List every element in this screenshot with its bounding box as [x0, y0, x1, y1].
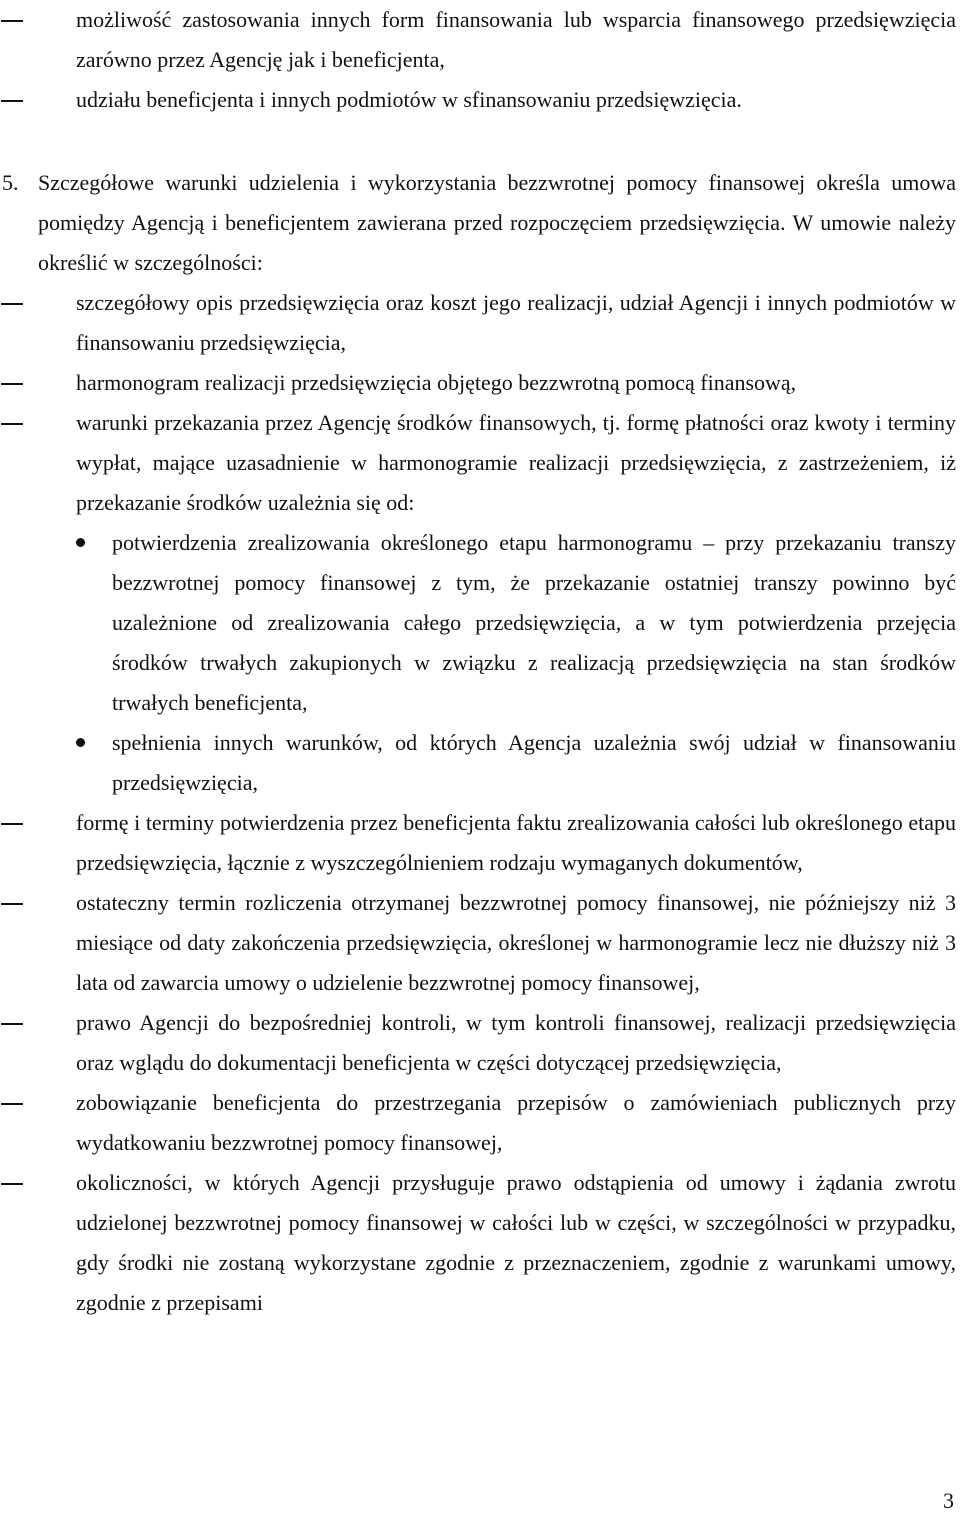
list-item-text: szczegółowy opis przedsięwzięcia oraz koszt jego realizacji, udział Agencji i innych podmiotów w finansowaniu przedsięwzięcia, — [76, 290, 956, 355]
list-item-text: ostateczny termin rozliczenia otrzymanej bezzwrotnej pomocy finansowej, nie późniejszy niż 3 miesiące od daty zakończenia przedsięwzięcia, określonej w harmonogramie lecz nie dłuższy niż 3 lata od zawarcia umowy o udzielenie bezzwrotnej pomocy finansowej, — [76, 890, 956, 995]
section-text: Szczegółowe warunki udzielenia i wykorzystania bezzwrotnej pomocy finansowej określa umowa pomiędzy Agencją i beneficjentem zawierana przed rozpoczęciem przedsięwzięcia. W umowie należy określić w szczególności: — [38, 170, 956, 275]
sub-list-item — [112, 523, 956, 723]
spacer — [0, 120, 960, 163]
page-number: 3 — [943, 1488, 954, 1513]
list-item — [76, 283, 956, 363]
list-item — [76, 1083, 956, 1163]
list-item-text: formę i terminy potwierdzenia przez beneficjenta faktu zrealizowania całości lub określonego etapu przedsięwzięcia, łącznie z wyszczególnieniem rodzaju wymaganych dokumentów, — [76, 810, 956, 875]
list-item-text: okoliczności, w których Agencji przysługuje prawo odstąpienia od umowy i żądania zwrotu udzielonej bezzwrotnej pomocy finansowej w całości lub w części, w szczególności w przypadku, gdy środki nie zostaną wykorzystane zgodnie z przeznaczeniem, zgodnie z warunkami umowy, zgodnie z przepisami — [76, 1170, 956, 1315]
sub-list-item-text: spełnienia innych warunków, od których Agencja uzależnia swój udział w finansowaniu przedsięwzięcia, — [112, 730, 956, 795]
section-number: 5. — [2, 170, 19, 195]
sub-list-item-text: potwierdzenia zrealizowania określonego etapu harmonogramu – przy przekazaniu transzy bezzwrotnej pomocy finansowej z tym, że przekazanie ostatniej transzy powinno być uzależnione od zrealizowania całego przedsięwzięcia, a w tym potwierdzenia przejęcia środków trwałych zakupionych w związku z realizacją przedsięwzięcia na stan środków trwałych beneficjenta, — [112, 530, 956, 715]
list-item-text: prawo Agencji do bezpośredniej kontroli, w tym kontroli finansowej, realizacji przedsięwzięcia oraz wglądu do dokumentacji beneficjenta w części dotyczącej przedsięwzięcia, — [76, 1010, 956, 1075]
list-item — [76, 1003, 956, 1083]
list-item — [76, 80, 956, 120]
list-item-text: harmonogram realizacji przedsięwzięcia objętego bezzwrotną pomocą finansową, — [76, 370, 797, 395]
list-item — [76, 1163, 956, 1323]
list-item — [76, 0, 956, 80]
list-item-text: warunki przekazania przez Agencję środków finansowych, tj. formę płatności oraz kwoty i terminy wypłat, mające uzasadnienie w harmonogramie realizacji przedsięwzięcia, z zastrzeżeniem, iż przekazanie środków uzależnia się od: — [76, 410, 956, 515]
list-item — [76, 803, 956, 883]
list-item-text: możliwość zastosowania innych form finansowania lub wsparcia finansowego przedsięwzięcia zarówno przez Agencję jak i beneficjenta, — [76, 7, 956, 72]
list-item — [76, 883, 956, 1003]
section-5-paragraph — [2, 163, 956, 283]
list-item-text: zobowiązanie beneficjenta do przestrzegania przepisów o zamówieniach publicznych przy wydatkowaniu bezzwrotnej pomocy finansowej, — [76, 1090, 956, 1155]
list-item-text: udziału beneficjenta i innych podmiotów w sfinansowaniu przedsięwzięcia. — [76, 87, 742, 112]
list-item — [76, 363, 956, 403]
list-item — [76, 403, 956, 523]
sub-list-item — [112, 723, 956, 803]
